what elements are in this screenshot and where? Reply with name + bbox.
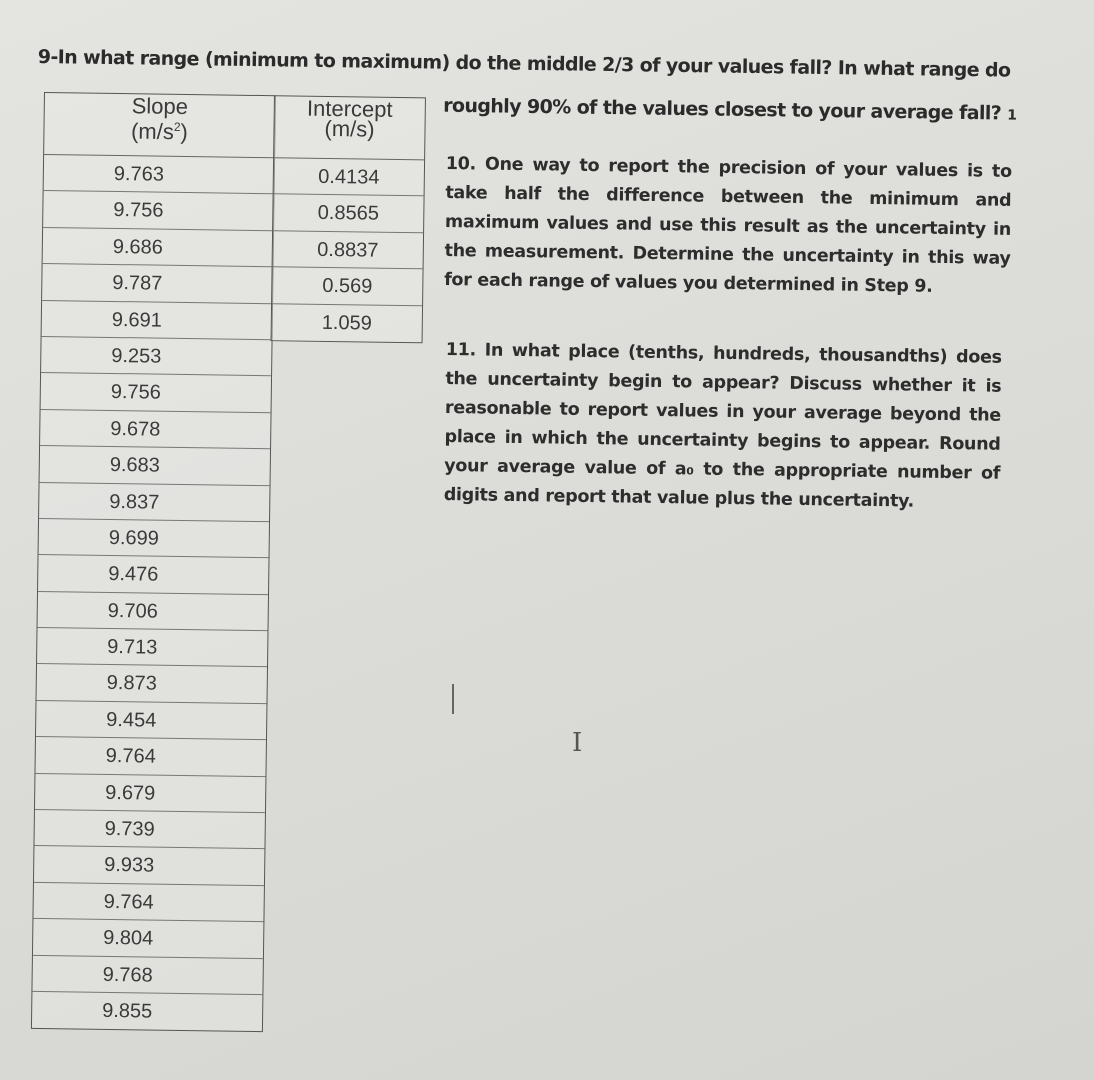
slope-cell: 9.691 — [42, 301, 272, 341]
slope-cell: 9.686 — [43, 228, 273, 268]
slope-cell: 9.476 — [38, 555, 268, 595]
slope-cell: 9.768 — [32, 956, 262, 996]
intercept-cell: 1.059 — [321, 311, 372, 335]
intercept-column — [271, 95, 426, 343]
intercept-cell: 0.4134 — [274, 158, 424, 196]
slope-cell: 9.706 — [38, 592, 268, 632]
slope-cell: 9.756 — [43, 191, 273, 231]
slope-cell: 9.763 — [44, 155, 274, 195]
slope-header — [44, 93, 275, 158]
question-9-line-1: 9-In what range (minimum to maximum) do the middle 2/3 of your values fall? In what range do — [37, 45, 1011, 82]
question-10: 10. One way to report the precision of your values is to take half the difference between the minimum and maximum values and use this result as the uncertainty in the measurement. Determine the uncertainty in this way for each range of values you determined in Step 9. — [444, 153, 1012, 297]
intercept-header-unit: (m/s) — [324, 115, 375, 142]
slope-cell: 9.699 — [39, 519, 269, 559]
intercept-header-title: Intercept — [306, 95, 393, 122]
slope-cell: 9.933 — [34, 846, 264, 886]
question-11: 11. In what place (tenths, hundreds, thousandths) does the uncertainty begin to appear? Discuss whether it is reasonable to report values in your average beyond the place in which the uncertainty begins to appear. Round your average value of a₀ to the appropriate number of digits and report that value plus the uncertainty. — [443, 339, 1002, 512]
text-caret — [452, 684, 454, 714]
slope-column — [31, 92, 276, 1033]
intercept-cell: 0.8565 — [273, 195, 423, 233]
intercept-cells — [272, 158, 425, 342]
intercept-header — [274, 96, 425, 160]
slope-cell: 9.253 — [41, 337, 271, 377]
slope-cell: 9.678 — [40, 410, 270, 450]
slope-cell: 9.787 — [42, 264, 272, 304]
slope-cell: 9.683 — [40, 446, 270, 486]
question-9-line-2-text: roughly 90% of the values closest to your average fall? — [443, 94, 1002, 125]
slope-cell: 9.837 — [39, 482, 269, 522]
slope-cell: 9.454 — [36, 701, 266, 741]
slope-cell: 9.873 — [36, 664, 266, 704]
slope-cell: 9.679 — [35, 774, 265, 814]
slope-cell: 9.804 — [33, 919, 263, 959]
ibeam-cursor-icon: I — [572, 728, 583, 758]
slope-cell: 9.764 — [35, 737, 265, 777]
slope-cells — [32, 155, 274, 1032]
intercept-cell: 0.8837 — [273, 231, 423, 269]
slope-cell: 9.855 — [102, 999, 153, 1023]
slope-header-unit: $(m/s^2)$ — [130, 118, 189, 145]
slope-cell: 9.764 — [33, 883, 263, 923]
slope-cell: 9.739 — [34, 810, 264, 850]
slope-cell: 9.756 — [41, 373, 271, 413]
intercept-cell: 0.569 — [272, 267, 422, 305]
slope-cell: 9.713 — [37, 628, 267, 668]
slope-header-title: Slope — [131, 93, 189, 120]
question-9-line-2 — [443, 93, 1017, 129]
question-9-suffix: 1 — [1007, 107, 1017, 124]
